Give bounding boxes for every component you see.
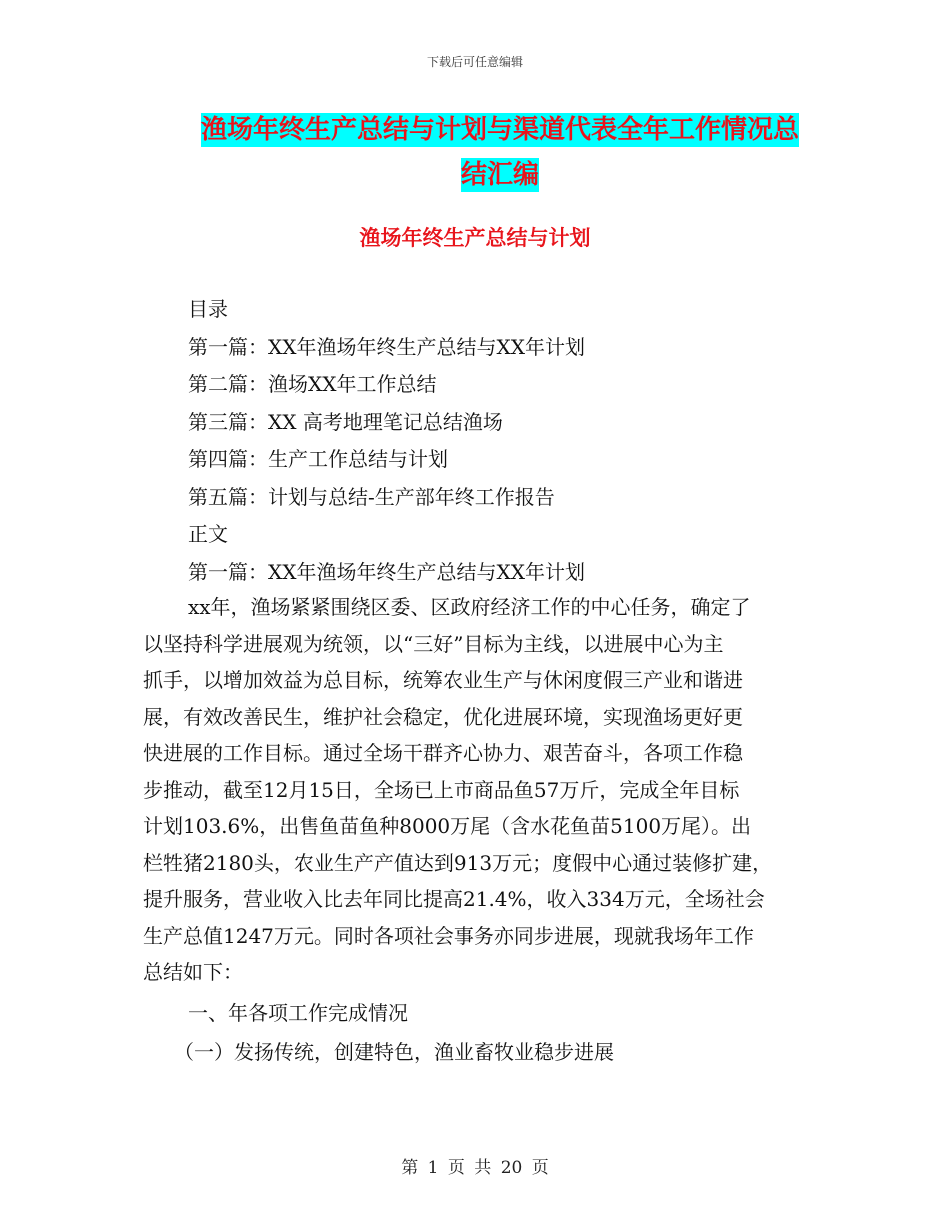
paragraph-line: 生产总值1247万元。同时各项社会事务亦同步进展，现就我场年工作 (143, 923, 754, 948)
body-paragraph (143, 589, 808, 991)
section-heading-1: 一、年各项工作完成情况 (188, 1001, 408, 1025)
paragraph-line: 展，有效改善民生，维护社会稳定，优化进展环境，实现渔场更好更 (143, 704, 743, 729)
document-title-line-2: 结汇编 (460, 160, 539, 190)
chapter-heading: 第一篇：XX年渔场年终生产总结与XX年计划 (188, 559, 585, 584)
table-of-contents (188, 291, 828, 591)
paragraph-line: 计划103.6%，出售鱼苗鱼种8000万尾（含水花鱼苗5100万尾）。出 (143, 814, 752, 838)
paragraph-line: 快进展的工作目标。通过全场干群齐心协力、艰苦奋斗，各项工作稳 (143, 741, 743, 765)
paragraph-line: 以坚持科学进展观为统领，以“三好”目标为主线，以进展中心为主 (143, 631, 724, 656)
toc-item: 第五篇：计划与总结-生产部年终工作报告 (188, 484, 555, 509)
paragraph-line: 步推动，截至12月15日，全场已上市商品鱼57万斤，完成全年目标 (143, 777, 740, 802)
page-footer: 第 1 页 共 20 页 (401, 1158, 549, 1178)
paragraph-line: 抓手，以增加效益为总目标，统筹农业生产与休闲度假三产业和谐进 (143, 668, 743, 692)
toc-heading: 目录 (188, 297, 228, 321)
document-title-line-1: 渔场年终生产总结与计划与渠道代表全年工作情况总 (200, 115, 799, 145)
body-label: 正文 (188, 522, 228, 546)
paragraph-line: 提升服务，营业收入比去年同比提高21.4%，收入334万元，全场社会 (143, 887, 765, 911)
paragraph-line: 栏牲猪2180头，农业生产产值达到913万元；度假中心通过装修扩建， (143, 850, 773, 875)
toc-item: 第二篇：渔场XX年工作总结 (188, 372, 437, 396)
toc-item: 第三篇：XX 高考地理笔记总结渔场 (188, 409, 503, 434)
paragraph-line: 总结如下： (143, 960, 243, 984)
header-note: 下载后可任意编辑 (426, 55, 523, 69)
paragraph-line: xx年，渔场紧紧围绕区委、区政府经济工作的中心任务，确定了 (188, 595, 751, 619)
document-title (190, 108, 810, 198)
section-heading-2: （一）发扬传统，创建特色，渔业畜牧业稳步进展 (174, 1040, 614, 1064)
toc-item: 第一篇：XX年渔场年终生产总结与XX年计划 (188, 334, 585, 359)
toc-item: 第四篇：生产工作总结与计划 (188, 447, 448, 471)
section-title: 渔场年终生产总结与计划 (359, 226, 591, 250)
